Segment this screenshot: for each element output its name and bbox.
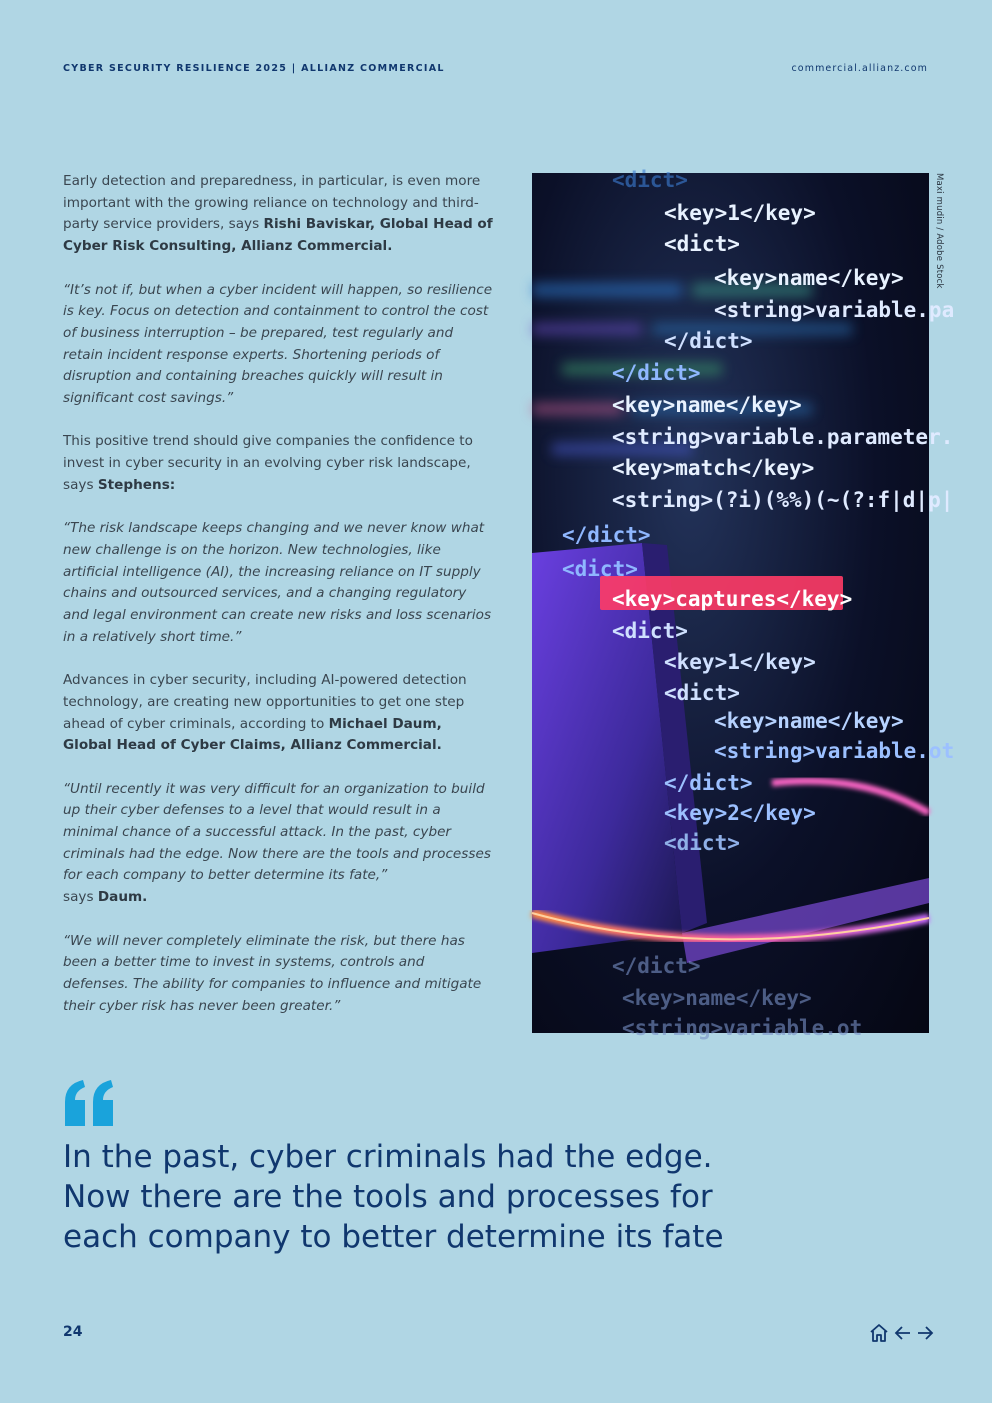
code-line: <key>name</key>: [612, 393, 802, 417]
running-header-title: CYBER SECURITY RESILIENCE 2025 | ALLIANZ COMMERCIAL: [63, 63, 445, 74]
code-line: </dict>: [612, 954, 701, 978]
paragraph-text: This positive trend should give companies the confidence to invest in cyber security in an evolving cyber risk landscape, says: [63, 433, 473, 493]
website-link[interactable]: commercial.allianz.com: [791, 63, 928, 74]
code-line: <key>name</key>: [714, 709, 904, 733]
speaker-attribution: Daum.: [97, 889, 148, 906]
code-line: <string>variable.ot: [714, 739, 955, 763]
quote-text: “Until recently it was very difficult for an organization to build up their cyber defenses to a level that would result in a minimal chance of a successful attack. In the past, cyber criminals had the edge. Now there are the tools and processes for each company to better determine its fate,”: [63, 780, 491, 884]
speaker-attribution: Stephens:: [97, 476, 176, 493]
code-line: <string>variable.ot: [622, 1016, 863, 1040]
code-line: </dict>: [612, 361, 701, 385]
code-line: <key>1</key>: [664, 650, 816, 674]
code-line: </dict>: [664, 771, 753, 795]
code-line: <key>captures</key>: [612, 587, 853, 611]
code-line: <dict>: [562, 557, 638, 581]
code-line: <key>2</key>: [664, 801, 816, 825]
code-line: <string>(?i)(%%)(~(?:f|d|p|: [612, 488, 954, 512]
code-line: <dict>: [664, 681, 740, 705]
quote-mark-icon: [63, 1080, 115, 1130]
arrow-left-icon[interactable]: [895, 1326, 911, 1340]
code-line: </dict>: [562, 523, 651, 547]
photo-credit: Maxi mudin / Adobe Stock: [934, 173, 944, 289]
code-line: <dict>: [664, 232, 740, 256]
paragraph-advances: [63, 670, 493, 757]
quote-daum-1: [63, 779, 493, 909]
code-line: <key>name</key>: [714, 266, 904, 290]
code-line: <dict>: [612, 168, 688, 192]
pull-quote-line: In the past, cyber criminals had the edge.: [63, 1139, 713, 1175]
code-line: <dict>: [664, 831, 740, 855]
arrow-right-icon[interactable]: [917, 1326, 933, 1340]
article-body: [63, 171, 493, 1039]
code-line: <key>match</key>: [612, 456, 815, 480]
pull-quote: [63, 1137, 763, 1257]
pull-quote-line: Now there are the tools and processes for: [63, 1179, 713, 1215]
code-line: <key>name</key>: [622, 986, 812, 1010]
quote-daum-2: “We will never completely eliminate the risk, but there has been a better time to invest in systems, controls and defenses. The ability for companies to influence and mitigate their cyber risk has never been greater.”: [63, 932, 482, 1014]
speaker-attribution: Michael Daum, Global Head of Cyber Claims, Allianz Commercial.: [63, 715, 442, 754]
paragraph-intro: [63, 171, 493, 258]
speaker-attribution: Rishi Baviskar, Global Head of Cyber Risk Consulting, Allianz Commercial.: [63, 216, 493, 255]
home-icon[interactable]: [869, 1323, 889, 1343]
page-navigation: [869, 1322, 933, 1344]
pull-quote-line: each company to better determine its fate: [63, 1219, 724, 1255]
paragraph-text: Early detection and preparedness, in particular, is even more important with the growing reliance on technology and third-party service providers, says: [63, 173, 481, 233]
quote-stephens: “The risk landscape keeps changing and we never know what new challenge is on the horizon. New technologies, like artificial intelligence (AI), the increasing reliance on IT supply chains and outsourced services, and a changing regulatory and legal environment can create new risks and loss scenarios in a relatively short time.”: [63, 520, 492, 645]
code-line: <key>1</key>: [664, 201, 816, 225]
code-line: </dict>: [664, 329, 753, 353]
code-line: <string>variable.pa: [714, 298, 955, 322]
code-line: <dict>: [612, 619, 688, 643]
code-line: <string>variable.parameter.: [612, 425, 954, 449]
says-text: says: [63, 889, 98, 906]
paragraph-text: Advances in cyber security, including AI-powered detection technology, are creating new opportunities to get one step ahead of cyber criminals, according to: [63, 672, 467, 732]
page-number: 24: [63, 1324, 83, 1340]
paragraph-trend: [63, 431, 493, 496]
quote-baviskar: “It’s not if, but when a cyber incident will happen, so resilience is key. Focus on detection and containment to control the cost of business interruption – be prepared, test regularly and retain incident response experts. Shortening periods of disruption and containing breaches quickly will result in significant cost savings.”: [63, 281, 493, 407]
